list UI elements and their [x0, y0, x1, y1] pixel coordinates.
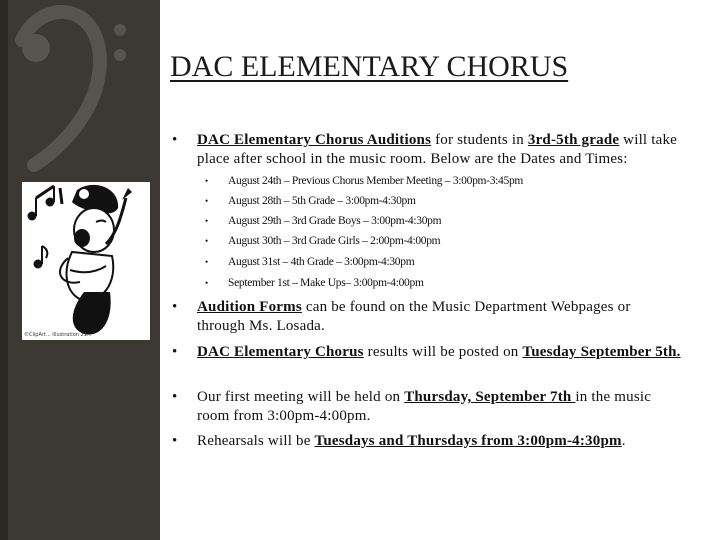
rehearsal-schedule-text: Tuesdays and Thursdays from 3:00pm-4:30pm: [314, 433, 622, 449]
auditions-text-cont: will take place after school in the music room. Below are the Dates and Times:: [197, 132, 678, 167]
sub-bullet-marker: •: [205, 236, 209, 246]
auditions-text: for students in: [431, 132, 528, 148]
schedule-item: August 24th – Previous Chorus Member Meeting – 3:00pm-3:45pm: [228, 175, 524, 187]
bullet-marker: •: [172, 433, 178, 449]
sub-bullet-marker: •: [205, 278, 209, 288]
schedule-item: August 28th – 5th Grade – 3:00pm-4:30pm: [228, 195, 416, 207]
schedule-item: September 1st – Make Ups– 3:00pm-4:00pm: [228, 277, 424, 289]
sub-bullet-marker: •: [205, 176, 209, 186]
results-date-text: Tuesday September 5th.: [522, 344, 681, 360]
first-meeting-text-cont: in the music room from 3:00pm-4:00pm.: [197, 389, 652, 424]
bullet-marker: •: [172, 344, 178, 360]
schedule-item: August 29th – 3rd Grade Boys – 3:00pm-4:30pm: [228, 215, 442, 227]
rehearsals-text: Rehearsals will be: [197, 433, 315, 449]
svg-text:©ClipArt... Illustration 21...: ©ClipArt... Illustration 21...: [24, 332, 92, 338]
chorus-name-text: DAC Elementary Chorus: [197, 344, 364, 360]
sub-bullet-marker: •: [205, 196, 209, 206]
results-text: results will be posted on: [363, 344, 523, 360]
audition-forms-text: Audition Forms: [197, 299, 302, 315]
page-title: DAC ELEMENTARY CHORUS: [170, 50, 569, 83]
auditions-paragraph: [197, 131, 682, 169]
bullet-marker: •: [172, 389, 178, 405]
bullet-marker: •: [172, 299, 178, 315]
forms-paragraph: [197, 298, 682, 336]
schedule-item: August 31st – 4th Grade – 3:00pm-4:30pm: [228, 256, 415, 268]
results-paragraph: [197, 343, 682, 362]
sub-bullet-marker: •: [205, 257, 209, 267]
sub-bullet-marker: •: [205, 216, 209, 226]
rehearsals-period: .: [621, 433, 626, 449]
forms-text: can be found on the Music Department Webpages or through Ms. Losada.: [197, 299, 631, 334]
rehearsals-paragraph: [197, 432, 682, 451]
first-meeting-text: Our first meeting will be held on: [197, 389, 405, 405]
first-meeting-date-text: Thursday, September 7th: [404, 389, 576, 405]
singer-illustration: [22, 182, 150, 340]
auditions-link-text: DAC Elementary Chorus Auditions: [197, 132, 432, 148]
grade-range-text: 3rd-5th grade: [527, 132, 620, 148]
bullet-marker: •: [172, 132, 178, 148]
first-meeting-paragraph: [197, 388, 682, 426]
schedule-item: August 30th – 3rd Grade Girls – 2:00pm-4:00pm: [228, 235, 441, 247]
